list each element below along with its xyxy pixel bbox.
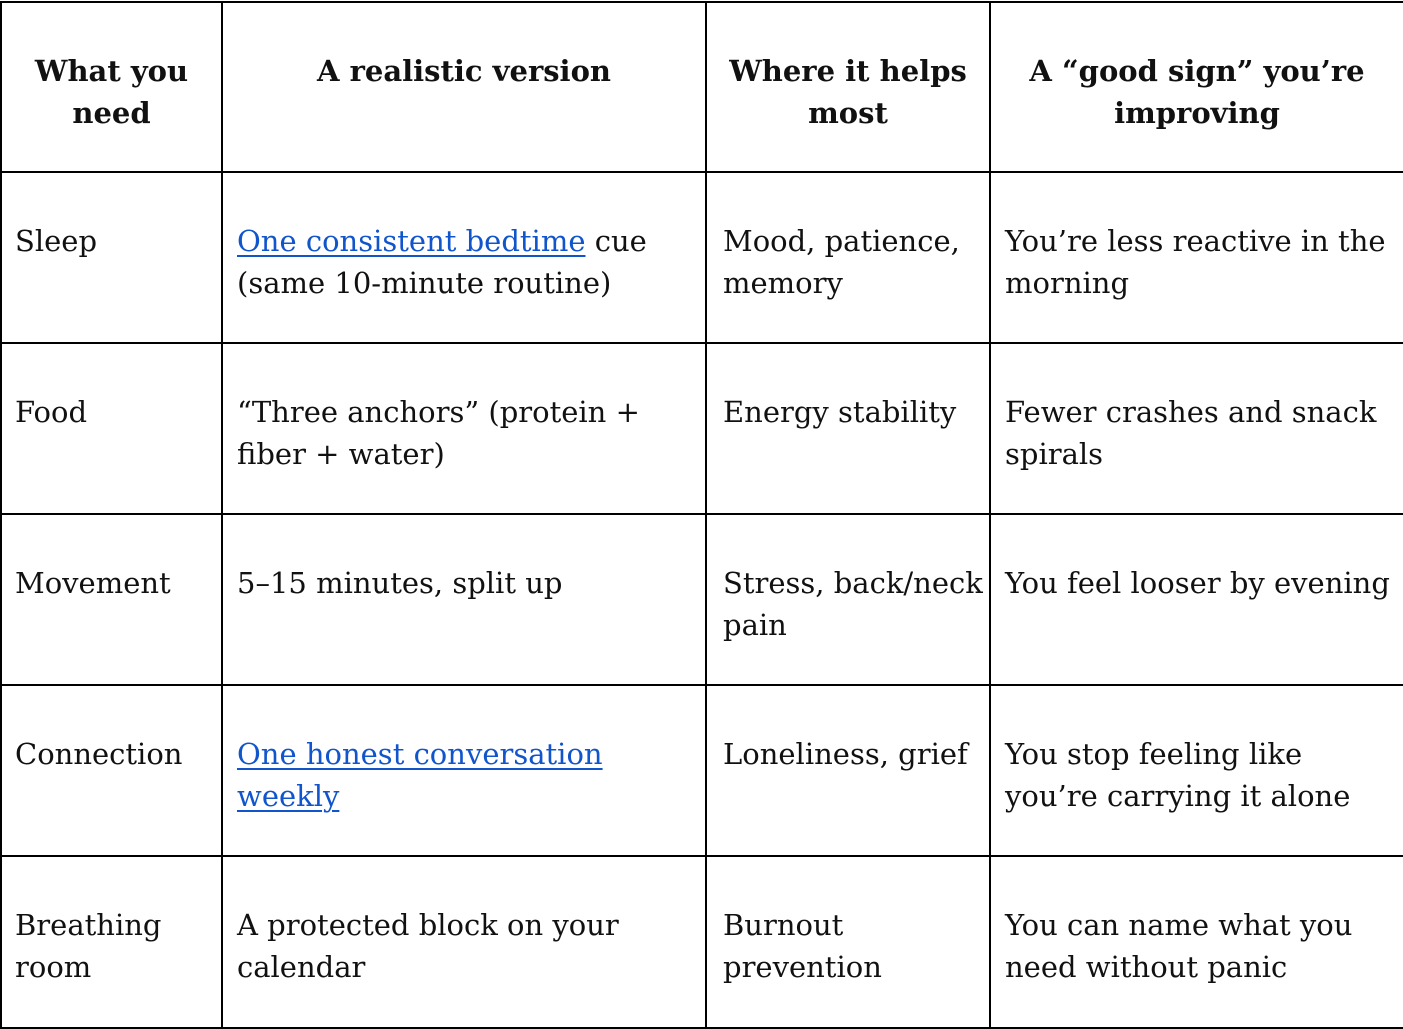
sign-cell	[990, 343, 1403, 514]
bedtime-link[interactable]: One consistent bedtime	[237, 224, 586, 258]
version-cell	[222, 172, 706, 343]
table-row	[1, 685, 1403, 856]
need-cell	[1, 514, 222, 685]
sign-cell	[990, 685, 1403, 856]
need-label: Connection	[15, 737, 183, 771]
where-text: Burnout prevention	[723, 908, 882, 984]
table-header-row	[1, 2, 1403, 172]
needs-table	[0, 1, 1403, 1029]
honest-conversation-link[interactable]: One honest conversation weekly	[237, 737, 603, 813]
sign-cell	[990, 856, 1403, 1028]
need-cell	[1, 856, 222, 1028]
header-label: Where it helps most	[729, 54, 967, 130]
need-label: Movement	[15, 566, 171, 600]
need-label: Sleep	[15, 224, 98, 258]
header-realistic-version	[222, 2, 706, 172]
where-text: Energy stability	[723, 395, 957, 429]
sign-text: You’re less reactive in the morning	[1005, 224, 1386, 300]
version-content	[223, 344, 705, 475]
version-cell	[222, 685, 706, 856]
version-cell	[222, 514, 706, 685]
sign-cell	[990, 172, 1403, 343]
version-text: cue (same 10-minute routine)	[237, 224, 647, 300]
table-row	[1, 343, 1403, 514]
need-cell	[1, 685, 222, 856]
where-cell	[706, 856, 990, 1028]
header-good-sign	[990, 2, 1403, 172]
version-cell	[222, 856, 706, 1028]
table-row	[1, 172, 1403, 343]
where-text: Mood, patience, memory	[723, 224, 960, 300]
header-label: A realistic version	[317, 54, 611, 88]
need-cell	[1, 172, 222, 343]
sign-text: Fewer crashes and snack spirals	[1005, 395, 1377, 471]
header-where-it-helps	[706, 2, 990, 172]
where-cell	[706, 172, 990, 343]
where-cell	[706, 514, 990, 685]
sign-text: You feel looser by evening	[1005, 566, 1390, 600]
version-content	[223, 857, 705, 988]
where-text: Loneliness, grief	[723, 737, 968, 771]
version-text: 5–15 minutes, split up	[237, 566, 563, 600]
where-cell	[706, 685, 990, 856]
header-label: What you need	[34, 54, 189, 130]
table-row	[1, 856, 1403, 1028]
version-content	[223, 173, 705, 304]
header-what-you-need	[1, 2, 222, 172]
version-cell	[222, 343, 706, 514]
need-cell	[1, 343, 222, 514]
header-label: A “good sign” you’re improving	[1029, 54, 1365, 130]
sign-cell	[990, 514, 1403, 685]
version-text: “Three anchors” (protein + fiber + water)	[237, 395, 640, 471]
version-content	[223, 515, 705, 604]
need-label: Breathing room	[15, 908, 162, 984]
sign-text: You stop feeling like you’re carrying it alone	[1005, 737, 1351, 813]
where-text: Stress, back/neck pain	[723, 566, 983, 642]
sign-text: You can name what you need without panic	[1005, 908, 1353, 984]
version-text: A protected block on your calendar	[237, 908, 619, 984]
where-cell	[706, 343, 990, 514]
version-content	[223, 686, 705, 817]
need-label: Food	[15, 395, 88, 429]
table-row	[1, 514, 1403, 685]
